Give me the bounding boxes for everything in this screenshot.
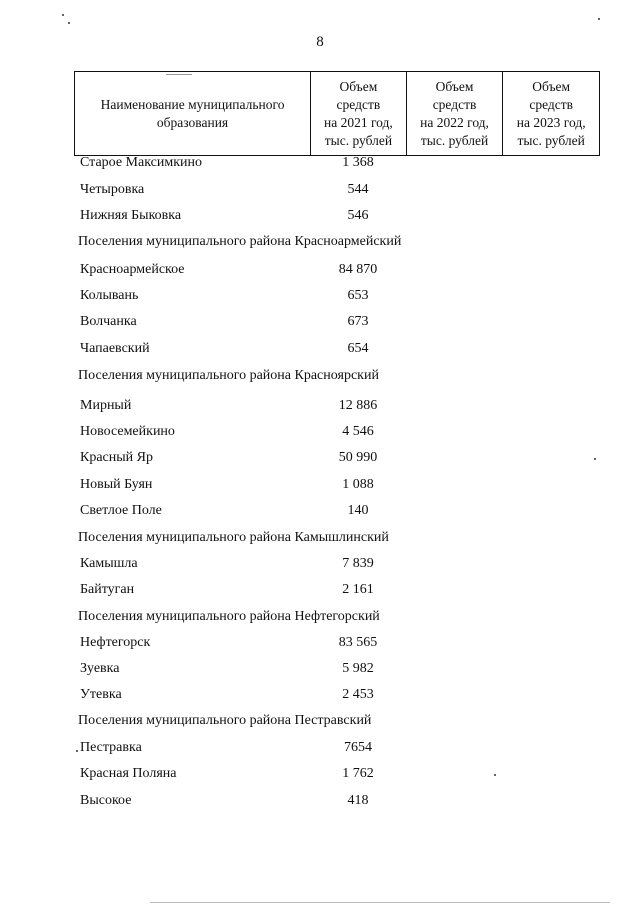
table-row: [0, 685, 640, 705]
group-heading: Поселения муниципального района Красноармейский: [78, 234, 402, 249]
volume-2021-value: 546: [347, 208, 369, 223]
table-row: [0, 554, 640, 574]
municipality-name: Четыровка: [80, 182, 145, 197]
table-row: [0, 180, 640, 200]
municipality-name: Утевка: [80, 687, 122, 702]
municipality-name: Мирный: [80, 398, 132, 413]
volume-2021-value: 50 990: [338, 450, 378, 465]
table-row: [0, 738, 640, 758]
municipality-name: Зуевка: [80, 661, 120, 676]
municipality-name: Красноармейское: [80, 262, 185, 277]
volume-2021-value: 140: [347, 503, 369, 518]
municipality-name: Волчанка: [80, 314, 137, 329]
scan-speck: [62, 14, 64, 16]
group-heading-row: [0, 528, 640, 548]
table-row: [0, 791, 640, 811]
table-row: [0, 206, 640, 226]
page-number: 8: [316, 34, 324, 50]
scan-line: [150, 902, 610, 903]
volume-2021-value: 2 161: [342, 582, 374, 597]
group-heading-row: [0, 607, 640, 627]
municipality-name: Старое Максимкино: [80, 155, 203, 170]
volume-2021-value: 654: [347, 341, 369, 356]
scan-speck: [68, 22, 70, 24]
table-row: [0, 339, 640, 359]
volume-2021-value: 544: [347, 182, 369, 197]
municipality-name: Новый Буян: [80, 477, 153, 492]
municipality-name: Нижняя Быковка: [80, 208, 182, 223]
scan-speck: [594, 458, 596, 460]
table-row: [0, 286, 640, 306]
volume-2021-value: 1 762: [342, 766, 374, 781]
volume-2021-value: 418: [347, 793, 369, 808]
municipality-name: Колывань: [80, 288, 139, 303]
municipality-name: Чапаевский: [80, 341, 150, 356]
volume-2021-value: 83 565: [338, 635, 378, 650]
municipality-name: Камышла: [80, 556, 138, 571]
group-heading: Поселения муниципального района Нефтегорский: [78, 609, 380, 624]
group-heading: Поселения муниципального района Пестравский: [78, 713, 372, 728]
header-municipality-name: Наименование муниципального образования: [100, 96, 285, 130]
municipality-name: Новосемейкино: [80, 424, 175, 439]
header-volume-2022: Объем средств на 2022 год, тыс. рублей: [406, 72, 503, 155]
municipality-name: Светлое Поле: [80, 503, 162, 518]
volume-2021-value: 1 088: [342, 477, 374, 492]
volume-2021-value: 12 886: [338, 398, 378, 413]
group-heading: Поселения муниципального района Камышлинский: [78, 530, 389, 545]
table-row: [0, 448, 640, 468]
table-row: [0, 580, 640, 600]
table-row: [0, 260, 640, 280]
table-row: [0, 659, 640, 679]
volume-2021-value: 2 453: [342, 687, 374, 702]
scan-speck: [76, 750, 78, 752]
table-row: [0, 153, 640, 173]
municipality-name: Красная Поляна: [80, 766, 177, 781]
table-row: [0, 312, 640, 332]
table-header: [74, 71, 600, 156]
municipality-name: Пестравка: [80, 740, 142, 755]
table-row: [0, 475, 640, 495]
volume-2021-value: 5 982: [342, 661, 374, 676]
table-row: [0, 633, 640, 653]
table-row: [0, 764, 640, 784]
table-row: [0, 501, 640, 521]
header-volume-2021: Объем средств на 2021 год, тыс. рублей: [310, 72, 406, 155]
municipality-name: Красный Яр: [80, 450, 153, 465]
group-heading: Поселения муниципального района Красноярский: [78, 368, 379, 383]
volume-2021-value: 1 368: [342, 155, 374, 170]
municipality-name: Байтуган: [80, 582, 135, 597]
header-volume-2023: Объем средств на 2023 год, тыс. рублей: [502, 72, 599, 155]
volume-2021-value: 84 870: [338, 262, 378, 277]
table-row: [0, 422, 640, 442]
volume-2021-value: 7 839: [342, 556, 374, 571]
table-row: [0, 396, 640, 416]
scan-speck: [598, 18, 600, 20]
municipality-name: Нефтегорск: [80, 635, 151, 650]
volume-2021-value: 4 546: [342, 424, 374, 439]
group-heading-row: [0, 232, 640, 252]
volume-2021-value: 653: [347, 288, 369, 303]
volume-2021-value: 7654: [344, 740, 372, 755]
group-heading-row: [0, 366, 640, 386]
group-heading-row: [0, 711, 640, 731]
municipality-name: Высокое: [80, 793, 132, 808]
volume-2021-value: 673: [347, 314, 369, 329]
scan-speck: [494, 774, 496, 776]
scan-line: [166, 74, 192, 75]
